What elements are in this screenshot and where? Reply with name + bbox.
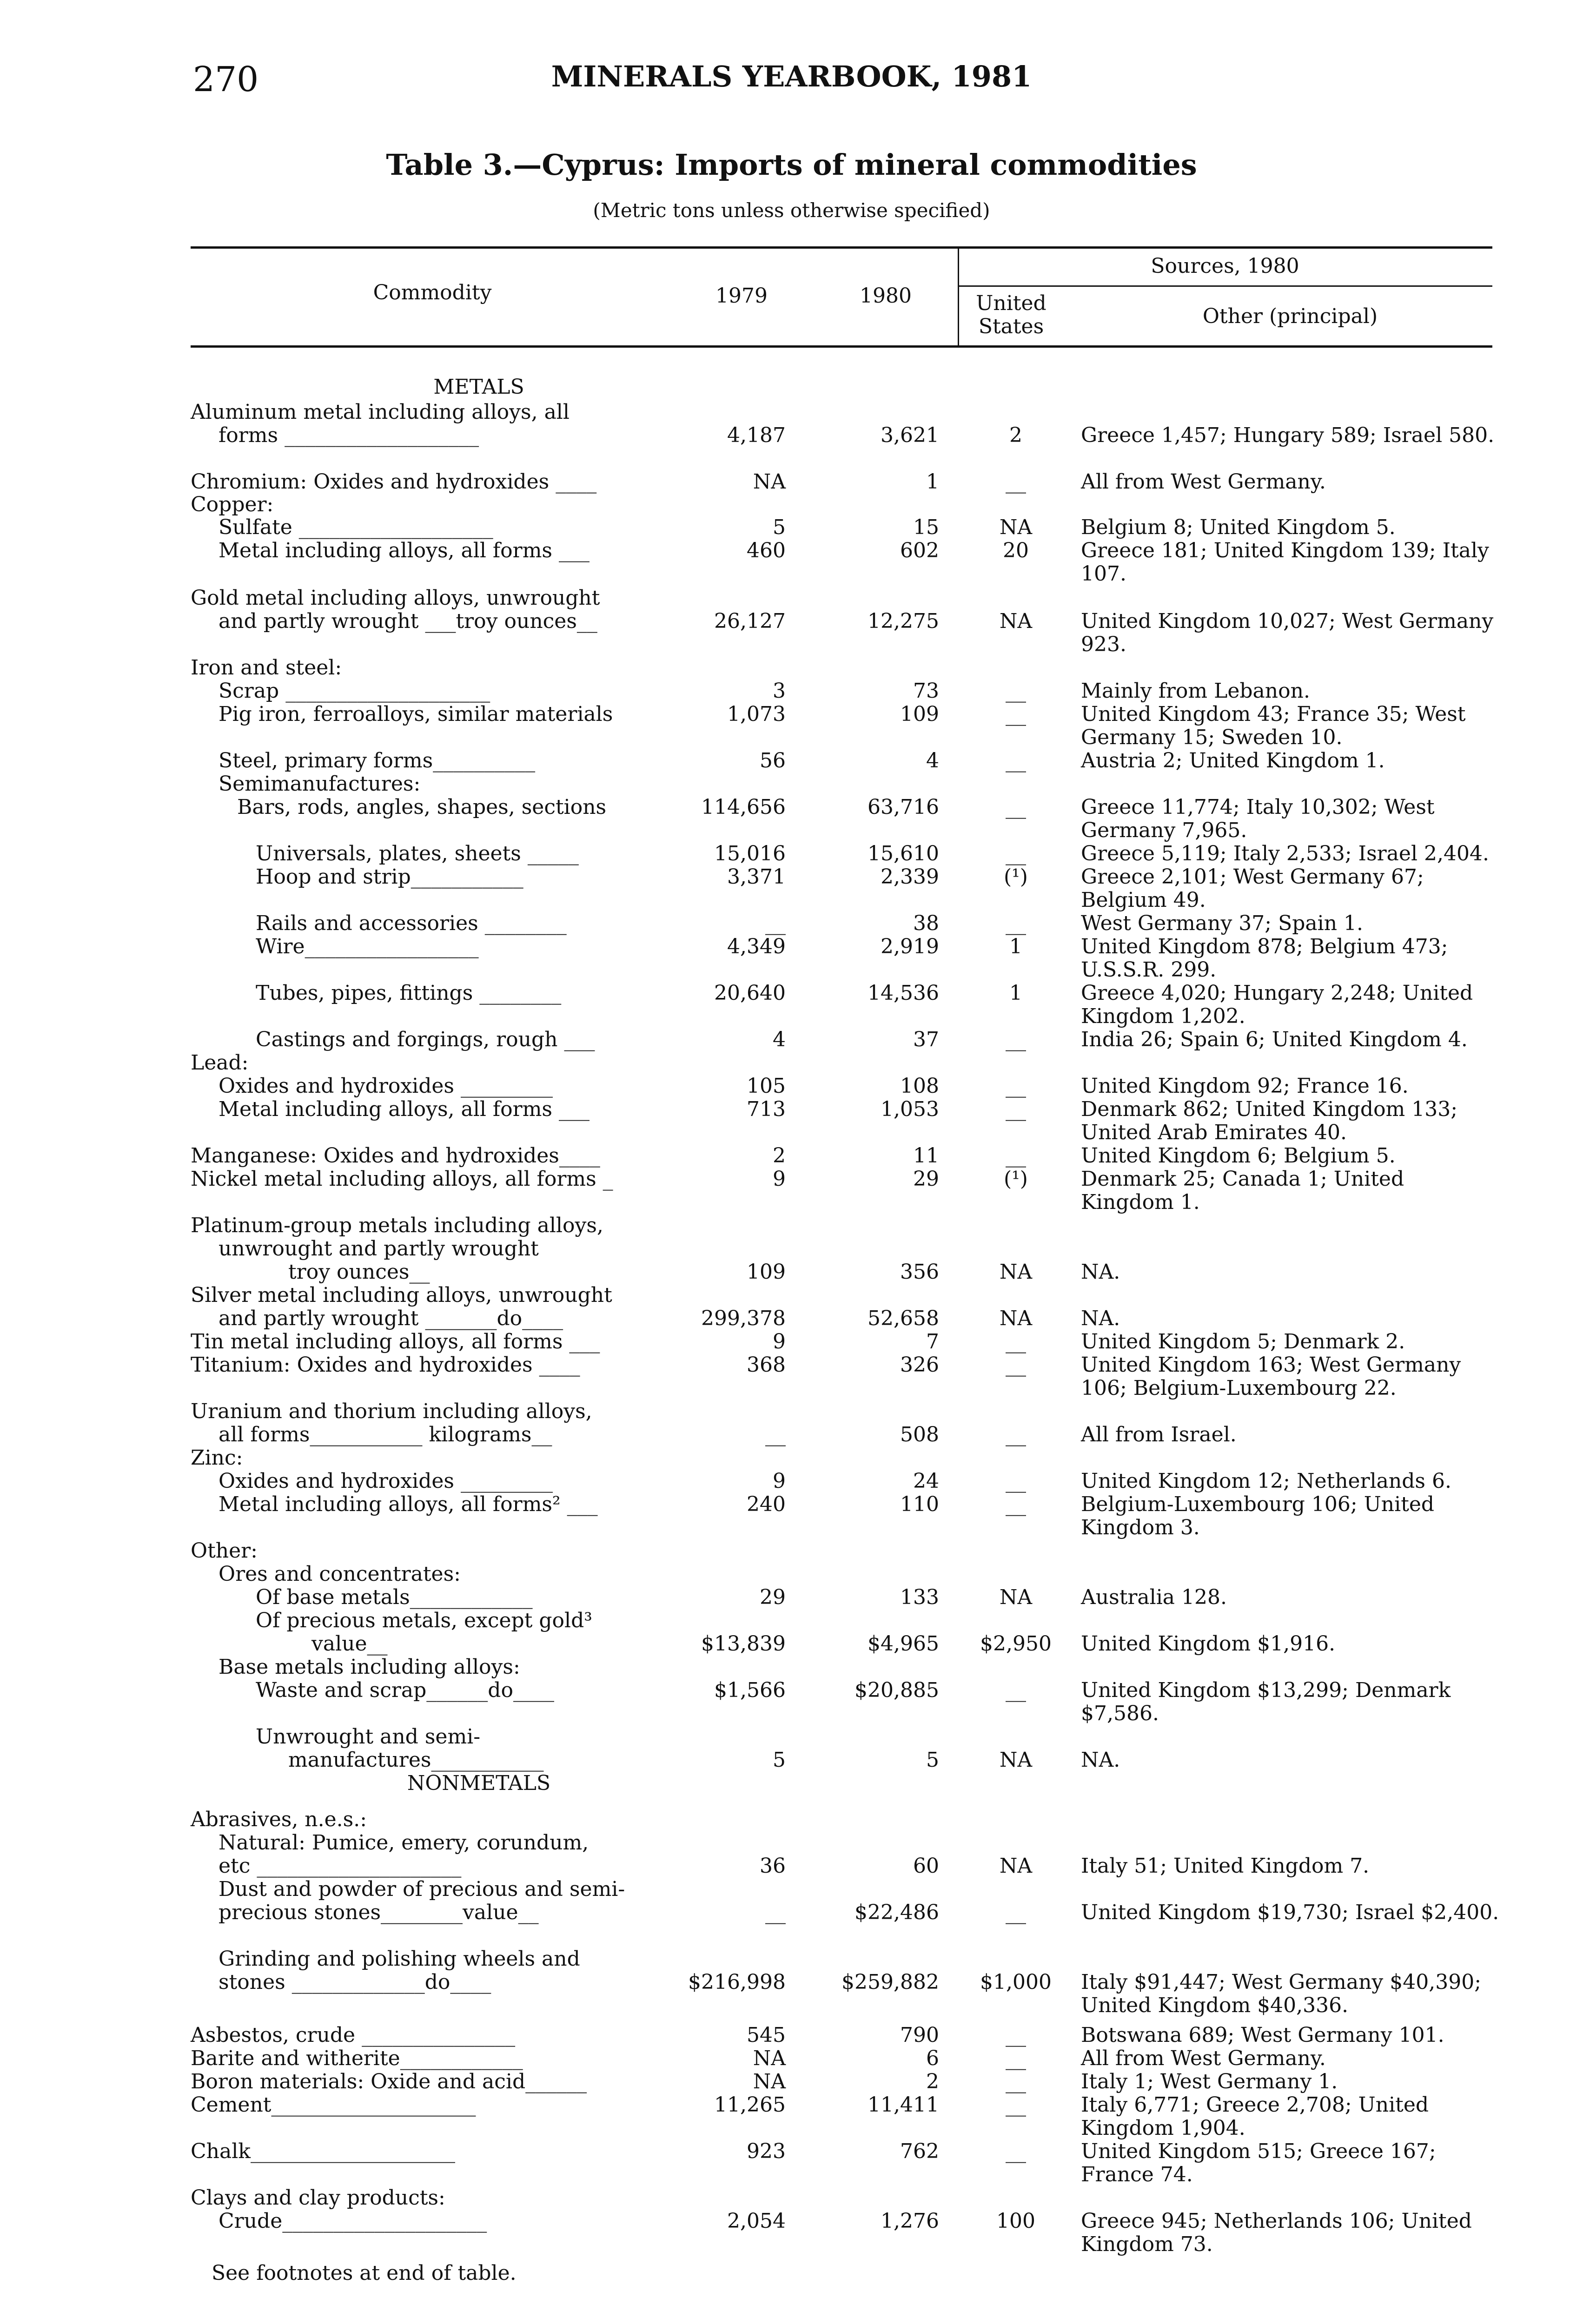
commodity-cell: Platinum-group metals including alloys, [191,1214,603,1237]
value-1980-cell: 4 [926,749,939,772]
other-sources-cell: Greece 181; United Kingdom 139; Italy 107. [1081,539,1489,586]
commodity-cell: Oxides and hydroxides _________ [219,1074,553,1098]
commodity-cell: NONMETALS [407,1771,551,1795]
commodity-cell: Hoop and strip___________ [256,865,523,889]
commodity-cell: Nickel metal including alloys, all forms _ [191,1167,613,1191]
commodity-cell: Tubes, pipes, fittings ________ [256,981,562,1005]
value-1979-cell: __ [765,911,786,935]
united-states-cell: __ [1006,2139,1026,2163]
value-1979-cell: 923 [747,2139,786,2163]
value-1980-cell: 29 [913,1167,939,1191]
united-states-cell: NA [999,1585,1033,1609]
commodity-cell: Scrap ____________________ [219,679,490,703]
value-1980-cell: $4,965 [868,1632,939,1656]
united-states-cell: __ [1006,702,1026,726]
united-states-cell: NA [999,1748,1033,1772]
value-1979-cell: 114,656 [701,795,786,819]
united-states-cell: __ [1006,1144,1026,1168]
united-states-cell: __ [1006,1492,1026,1516]
commodity-cell: Castings and forgings, rough ___ [256,1028,595,1051]
value-1980-cell: 1 [926,470,939,494]
value-1979-cell: 36 [760,1854,786,1878]
value-1980-cell: 60 [913,1854,939,1878]
other-sources-cell: Greece 945; Netherlands 106; United Kingdom 73. [1081,2209,1472,2256]
value-1979-cell: 29 [760,1585,786,1609]
commodity-cell: Ores and concentrates: [219,1562,461,1586]
commodity-cell: Oxides and hydroxides _________ [219,1469,553,1493]
united-states-cell: __ [1006,911,1026,935]
value-1980-cell: 1,276 [881,2209,939,2233]
value-1979-cell: 2,054 [727,2209,786,2233]
other-sources-cell: NA. [1081,1307,1120,1330]
value-1979-cell: 5 [773,515,786,539]
value-1980-cell: 12,275 [868,609,939,633]
united-states-cell: __ [1006,2047,1026,2070]
value-1979-cell: 5 [773,1748,786,1772]
value-1979-cell: 20,640 [714,981,786,1005]
other-sources-cell: Belgium 8; United Kingdom 5. [1081,515,1396,539]
other-sources-cell: Greece 2,101; West Germany 67; Belgium 49. [1081,865,1424,912]
united-states-cell: __ [1006,1097,1026,1121]
value-1980-cell: 37 [913,1028,939,1051]
united-states-cell: NA [999,1307,1033,1330]
united-states-cell: __ [1006,1901,1026,1924]
united-states-cell: __ [1006,1678,1026,1702]
value-1979-cell: $1,566 [714,1678,786,1702]
value-1979-cell: 713 [747,1097,786,1121]
value-1979-cell: 9 [773,1330,786,1353]
commodity-cell: Zinc: [191,1446,243,1470]
value-1980-cell: 356 [900,1260,939,1284]
commodity-cell: Clays and clay products: [191,2186,445,2210]
value-1980-cell: 326 [900,1353,939,1377]
united-states-cell: NA [999,609,1033,633]
header-1979: 1979 [715,284,768,308]
value-1980-cell: 7 [926,1330,939,1353]
value-1980-cell: 2 [926,2070,939,2093]
table-title: Table 3.—Cyprus: Imports of mineral commodities [386,148,1197,182]
commodity-cell: Chalk____________________ [191,2139,455,2163]
united-states-cell: NA [999,515,1033,539]
commodity-cell: Barite and witherite____________ [191,2047,523,2070]
commodity-cell: Bars, rods, angles, shapes, sections [237,795,607,819]
commodity-cell: Dust and powder of precious and semi- [219,1877,625,1901]
united-states-cell: __ [1006,842,1026,865]
commodity-cell: Silver metal including alloys, unwrought [191,1283,612,1307]
commodity-cell: all forms___________ kilograms__ [219,1423,552,1446]
value-1980-cell: 2,339 [881,865,939,889]
header-united-states: United States [976,291,1047,338]
commodity-cell: Pig iron, ferroalloys, similar materials [219,702,613,726]
value-1979-cell: __ [765,1423,786,1446]
commodity-cell: Other: [191,1539,258,1563]
commodity-cell: forms ___________________ [219,423,479,447]
united-states-cell: __ [1006,1423,1026,1446]
commodity-cell: Cement____________________ [191,2093,476,2117]
value-1980-cell: 6 [926,2047,939,2070]
other-sources-cell: Italy 6,771; Greece 2,708; United Kingdom 1,904. [1081,2093,1429,2140]
other-sources-cell: India 26; Spain 6; United Kingdom 4. [1081,1028,1468,1051]
commodity-cell: Abrasives, n.e.s.: [191,1808,367,1831]
value-1979-cell: 3 [773,679,786,703]
value-1980-cell: 790 [900,2023,939,2047]
united-states-cell: __ [1006,749,1026,772]
other-sources-cell: United Kingdom 43; France 35; West Germany 15; Sweden 10. [1081,702,1466,749]
value-1980-cell: 52,658 [868,1307,939,1330]
united-states-cell: __ [1006,1469,1026,1493]
united-states-cell: __ [1006,1353,1026,1377]
value-1979-cell: 3,371 [727,865,786,889]
running-head: MINERALS YEARBOOK, 1981 [551,59,1032,93]
value-1980-cell: 14,536 [868,981,939,1005]
other-sources-cell: Mainly from Lebanon. [1081,679,1310,703]
commodity-cell: Titanium: Oxides and hydroxides ____ [191,1353,580,1377]
header-commodity: Commodity [373,281,492,304]
value-1980-cell: 11 [913,1144,939,1168]
commodity-cell: Uranium and thorium including alloys, [191,1400,592,1423]
commodity-cell: Crude____________________ [219,2209,487,2233]
united-states-cell: 1 [1009,935,1022,958]
united-states-cell: __ [1006,470,1026,494]
value-1979-cell: 460 [747,539,786,562]
commodity-cell: Gold metal including alloys, unwrought [191,586,600,610]
value-1979-cell: 2 [773,1144,786,1168]
value-1980-cell: 3,621 [881,423,939,447]
value-1979-cell: 4 [773,1028,786,1051]
commodity-cell: Metal including alloys, all forms² ___ [219,1492,598,1516]
value-1979-cell: 368 [747,1353,786,1377]
commodity-cell: Boron materials: Oxide and acid______ [191,2070,587,2093]
other-sources-cell: United Kingdom $1,916. [1081,1632,1336,1656]
value-1979-cell: 1,073 [727,702,786,726]
value-1980-cell: 24 [913,1469,939,1493]
page-number: 270 [193,59,259,99]
commodity-cell: etc ____________________ [219,1854,462,1878]
other-sources-cell: Italy 51; United Kingdom 7. [1081,1854,1370,1878]
commodity-cell: precious stones________value__ [219,1901,539,1924]
united-states-cell: __ [1006,2093,1026,2117]
value-1980-cell: 602 [900,539,939,562]
value-1979-cell: 56 [760,749,786,772]
commodity-cell: Tin metal including alloys, all forms ___ [191,1330,600,1353]
other-sources-cell: Greece 5,119; Italy 2,533; Israel 2,404. [1081,842,1489,865]
commodity-cell: Metal including alloys, all forms ___ [219,539,589,562]
other-sources-cell: All from West Germany. [1081,2047,1326,2070]
other-sources-cell: Italy 1; West Germany 1. [1081,2070,1338,2093]
value-1980-cell: 38 [913,911,939,935]
value-1980-cell: 133 [900,1585,939,1609]
value-1980-cell: 508 [900,1423,939,1446]
other-sources-cell: United Kingdom $19,730; Israel $2,400. [1081,1901,1499,1924]
commodity-cell: Of base metals____________ [256,1585,533,1609]
other-sources-cell: Austria 2; United Kingdom 1. [1081,749,1385,772]
united-states-cell: __ [1006,1028,1026,1051]
table-subtitle: (Metric tons unless otherwise specified) [593,199,990,222]
united-states-cell: __ [1006,795,1026,819]
united-states-cell: (¹) [1004,865,1028,889]
commodity-cell: METALS [433,375,524,399]
commodity-cell: Wire_________________ [256,935,479,958]
value-1979-cell: 4,187 [727,423,786,447]
commodity-cell: Steel, primary forms__________ [219,749,536,772]
united-states-cell: $1,000 [980,1970,1052,1994]
united-states-cell: NA [999,1854,1033,1878]
value-1979-cell: 545 [747,2023,786,2047]
other-sources-cell: Denmark 25; Canada 1; United Kingdom 1. [1081,1167,1404,1214]
commodity-cell: Sulfate ___________________ [219,515,493,539]
commodity-cell: Aluminum metal including alloys, all [191,400,570,424]
value-1980-cell: 73 [913,679,939,703]
header-other-principal: Other (principal) [1202,304,1378,328]
value-1979-cell: 299,378 [701,1307,786,1330]
commodity-cell: Iron and steel: [191,656,342,680]
header-1980: 1980 [860,284,912,308]
other-sources-cell: West Germany 37; Spain 1. [1081,911,1363,935]
other-sources-cell: United Kingdom 92; France 16. [1081,1074,1409,1098]
other-sources-cell: All from Israel. [1081,1423,1237,1446]
value-1980-cell: 109 [900,702,939,726]
header-sources-1980: Sources, 1980 [1151,254,1299,278]
value-1979-cell: $216,998 [688,1970,786,1994]
value-1980-cell: $259,882 [841,1970,939,1994]
value-1980-cell: $20,885 [854,1678,939,1702]
value-1980-cell: 2,919 [881,935,939,958]
value-1980-cell: $22,486 [854,1901,939,1924]
united-states-cell: __ [1006,679,1026,703]
value-1979-cell: NA [753,2070,786,2093]
value-1979-cell: NA [753,2047,786,2070]
other-sources-cell: Belgium-Luxembourg 106; United Kingdom 3. [1081,1492,1435,1539]
other-sources-cell: United Kingdom $13,299; Denmark $7,586. [1081,1678,1451,1725]
other-sources-cell: Greece 1,457; Hungary 589; Israel 580. [1081,423,1495,447]
commodity-cell: troy ounces__ [288,1260,430,1284]
commodity-cell: Asbestos, crude _______________ [191,2023,516,2047]
value-1980-cell: 1,053 [881,1097,939,1121]
value-1980-cell: 5 [926,1748,939,1772]
commodity-cell: Natural: Pumice, emery, corundum, [219,1831,589,1855]
value-1979-cell: $13,839 [701,1632,786,1656]
value-1980-cell: 108 [900,1074,939,1098]
commodity-cell: Metal including alloys, all forms ___ [219,1097,589,1121]
commodity-cell: and partly wrought ___troy ounces__ [219,609,597,633]
commodity-cell: Universals, plates, sheets _____ [256,842,579,865]
value-1979-cell: 240 [747,1492,786,1516]
commodity-cell: value__ [311,1632,388,1656]
other-sources-cell: NA. [1081,1260,1120,1284]
other-sources-cell: United Kingdom 5; Denmark 2. [1081,1330,1405,1353]
united-states-cell: __ [1006,2070,1026,2093]
united-states-cell: $2,950 [980,1632,1052,1656]
commodity-cell: manufactures___________ [288,1748,544,1772]
other-sources-cell: Australia 128. [1081,1585,1227,1609]
other-sources-cell: Italy $91,447; West Germany $40,390; United Kingdom $40,336. [1081,1970,1482,2017]
other-sources-cell: United Kingdom 6; Belgium 5. [1081,1144,1396,1168]
other-sources-cell: Botswana 689; West Germany 101. [1081,2023,1444,2047]
value-1979-cell: 9 [773,1167,786,1191]
other-sources-cell: NA. [1081,1748,1120,1772]
other-sources-cell: United Kingdom 878; Belgium 473; U.S.S.R. 299. [1081,935,1448,982]
commodity-cell: and partly wrought _______do____ [219,1307,563,1330]
commodity-cell: Rails and accessories ________ [256,911,567,935]
united-states-cell: __ [1006,1074,1026,1098]
commodity-cell: Copper: [191,493,274,516]
value-1979-cell: 11,265 [714,2093,786,2117]
united-states-cell: 100 [996,2209,1035,2233]
other-sources-cell: Greece 4,020; Hungary 2,248; United Kingdom 1,202. [1081,981,1473,1028]
commodity-cell: Base metals including alloys: [219,1655,520,1679]
value-1980-cell: 15 [913,515,939,539]
united-states-cell: __ [1006,2023,1026,2047]
commodity-cell: Lead: [191,1051,249,1075]
other-sources-cell: United Kingdom 163; West Germany 106; Belgium-Luxembourg 22. [1081,1353,1461,1400]
value-1979-cell: 15,016 [714,842,786,865]
other-sources-cell: All from West Germany. [1081,470,1326,494]
value-1979-cell: 4,349 [727,935,786,958]
united-states-cell: (¹) [1004,1167,1028,1191]
value-1979-cell: 26,127 [714,609,786,633]
other-sources-cell: United Kingdom 12; Netherlands 6. [1081,1469,1451,1493]
commodity-cell: Unwrought and semi- [256,1725,481,1749]
value-1980-cell: 15,610 [868,842,939,865]
united-states-cell: __ [1006,1330,1026,1353]
commodity-cell: Of precious metals, except gold³ [256,1609,592,1632]
value-1980-cell: 63,716 [868,795,939,819]
commodity-cell: unwrought and partly wrought [219,1237,539,1261]
commodity-cell: Waste and scrap______do____ [256,1678,554,1702]
value-1980-cell: 110 [900,1492,939,1516]
other-sources-cell: Denmark 862; United Kingdom 133; United Arab Emirates 40. [1081,1097,1458,1144]
commodity-cell: Semimanufactures: [219,772,421,796]
value-1979-cell: __ [765,1901,786,1924]
value-1979-cell: 109 [747,1260,786,1284]
commodity-cell: Grinding and polishing wheels and [219,1947,580,1971]
commodity-cell: stones _____________do____ [219,1970,491,1994]
other-sources-cell: United Kingdom 10,027; West Germany 923. [1081,609,1494,656]
united-states-cell: 20 [1003,539,1029,562]
united-states-cell: 2 [1009,423,1022,447]
value-1980-cell: 11,411 [868,2093,939,2117]
other-sources-cell: United Kingdom 515; Greece 167; France 74. [1081,2139,1436,2186]
value-1980-cell: 762 [900,2139,939,2163]
commodity-cell: Manganese: Oxides and hydroxides____ [191,1144,600,1168]
value-1979-cell: NA [753,470,786,494]
value-1979-cell: 9 [773,1469,786,1493]
other-sources-cell: Greece 11,774; Italy 10,302; West Germany 7,965. [1081,795,1435,842]
footnote: See footnotes at end of table. [212,2261,517,2285]
commodity-cell: Chromium: Oxides and hydroxides ____ [191,470,597,494]
united-states-cell: 1 [1009,981,1022,1005]
united-states-cell: NA [999,1260,1033,1284]
value-1979-cell: 105 [747,1074,786,1098]
